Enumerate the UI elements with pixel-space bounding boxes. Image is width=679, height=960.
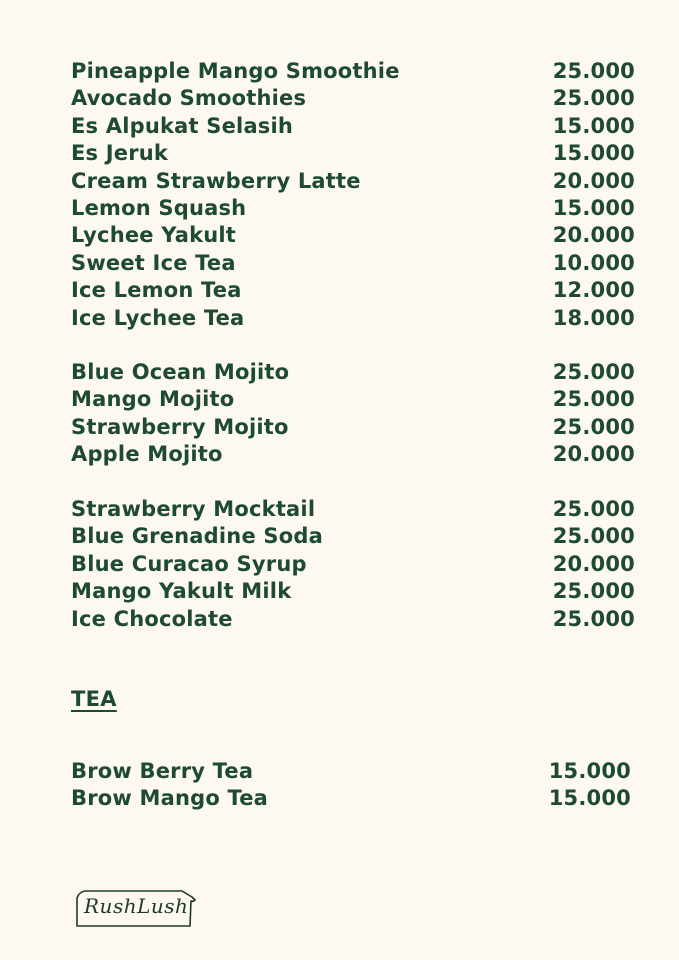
menu-item — [71, 606, 635, 633]
menu-item-name: Pineapple Mango Smoothie — [71, 59, 400, 83]
menu-item-price: 20.000 — [552, 551, 635, 576]
menu-item-price: 15.000 — [548, 786, 631, 811]
menu-item-name: Brow Berry Tea — [71, 759, 254, 783]
menu-item-name: Apple Mojito — [71, 442, 223, 467]
menu-item — [71, 195, 635, 222]
menu-item-price: 10.000 — [552, 250, 635, 275]
menu-item-price: 25.000 — [552, 497, 635, 521]
menu-item — [71, 58, 635, 85]
menu-item — [71, 140, 635, 167]
brand-logo — [74, 888, 198, 930]
menu-item-name: Mango Yakult Milk — [71, 579, 292, 604]
menu-item — [71, 386, 635, 413]
menu-item-price: 25.000 — [552, 387, 635, 412]
menu-item-name: Es Alpukat Selasih — [71, 113, 294, 138]
menu-item — [71, 168, 635, 195]
menu-item — [71, 277, 635, 304]
menu-item-price: 18.000 — [552, 305, 635, 330]
menu-item-name: Brow Mango Tea — [71, 786, 269, 811]
menu-group-smoothies — [71, 58, 635, 332]
menu-item — [71, 578, 635, 605]
menu-item-name: Ice Lychee Tea — [71, 305, 245, 330]
menu-item-price: 25.000 — [552, 414, 635, 439]
menu-item-name: Mango Mojito — [71, 387, 235, 412]
menu-item — [71, 785, 631, 812]
menu-item — [71, 496, 635, 523]
menu-item-price: 15.000 — [552, 113, 635, 138]
menu-item-price: 12.000 — [552, 278, 635, 303]
menu-item-price: 15.000 — [552, 141, 635, 166]
menu-item-price: 25.000 — [552, 59, 635, 83]
menu-item-name: Lemon Squash — [71, 195, 247, 220]
menu-item-name: Es Jeruk — [71, 141, 169, 166]
menu-item — [71, 551, 635, 578]
menu-item-price: 25.000 — [552, 86, 635, 111]
menu-item — [71, 523, 635, 550]
menu-item-name: Cream Strawberry Latte — [71, 168, 361, 193]
logo-text: RushLush — [84, 894, 189, 918]
menu-item-price: 15.000 — [552, 195, 635, 220]
menu-item — [71, 414, 635, 441]
menu-item-name: Sweet Ice Tea — [71, 250, 236, 275]
menu-item — [71, 305, 635, 332]
menu-item-price: 25.000 — [552, 360, 635, 384]
menu-item-name: Blue Curacao Syrup — [71, 551, 307, 576]
menu-item-name: Blue Ocean Mojito — [71, 360, 290, 384]
menu-item-name: Lychee Yakult — [71, 223, 237, 248]
menu-group-tea — [71, 758, 631, 813]
menu-item — [71, 85, 635, 112]
menu-item-price: 20.000 — [552, 442, 635, 467]
menu-item-price: 20.000 — [552, 168, 635, 193]
menu-group-mojitos — [71, 359, 635, 469]
menu-item-name: Avocado Smoothies — [71, 86, 307, 111]
menu-item-price: 25.000 — [552, 579, 635, 604]
menu-item — [71, 441, 635, 468]
menu-item — [71, 250, 635, 277]
section-heading-tea: TEA — [71, 687, 117, 711]
menu-item-name: Blue Grenadine Soda — [71, 524, 323, 549]
menu-item-price: 20.000 — [552, 223, 635, 248]
menu-item-name: Strawberry Mojito — [71, 414, 289, 439]
menu-item — [71, 758, 631, 785]
menu-item-price: 25.000 — [552, 606, 635, 631]
menu-item — [71, 359, 635, 386]
menu-item-name: Strawberry Mocktail — [71, 497, 316, 521]
menu-item — [71, 113, 635, 140]
menu-item-price: 25.000 — [552, 524, 635, 549]
menu-group-mocktails — [71, 496, 635, 633]
menu-item — [71, 222, 635, 249]
menu-item-name: Ice Chocolate — [71, 606, 233, 631]
menu-item-price: 15.000 — [548, 759, 631, 783]
menu-item-name: Ice Lemon Tea — [71, 278, 242, 303]
